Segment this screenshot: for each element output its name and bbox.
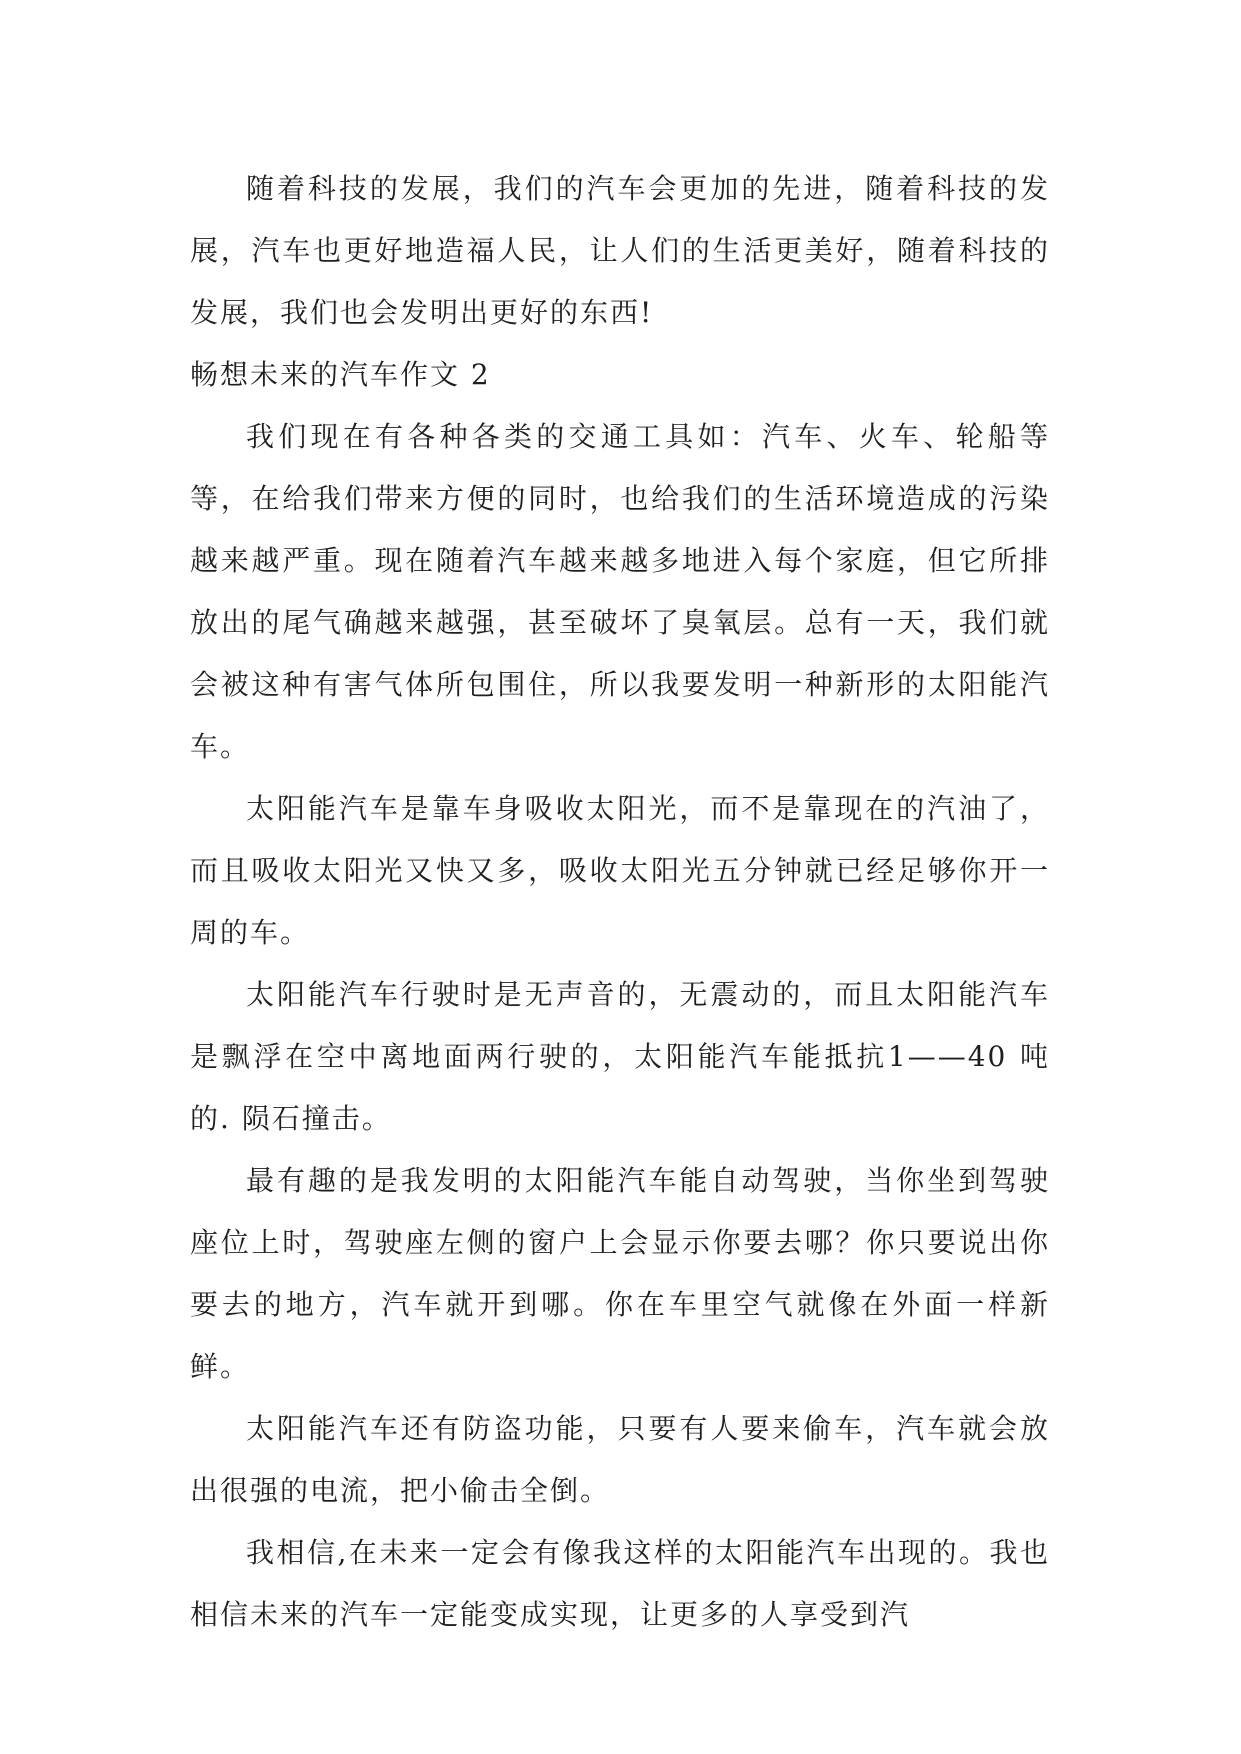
paragraph-5: 太阳能汽车还有防盗功能，只要有人要来偷车，汽车就会放出很强的电流，把小偷击全倒。 — [190, 1412, 1050, 1507]
document-body — [190, 158, 1050, 1646]
paragraph-2: 太阳能汽车是靠车身吸收太阳光，而不是靠现在的汽油了，而且吸收太阳光又快又多，吸收太阳光五分钟就已经足够你开一周的车。 — [190, 792, 1050, 949]
essay-heading: 畅想未来的汽车作文 2 — [190, 358, 491, 391]
paragraph-4: 最有趣的是我发明的太阳能汽车能自动驾驶，当你坐到驾驶座位上时，驾驶座左侧的窗户上会显示你要去哪？你只要说出你要去的地方，汽车就开到哪。你在车里空气就像在外面一样新鲜。 — [190, 1164, 1050, 1383]
paragraph-3: 太阳能汽车行驶时是无声音的，无震动的，而且太阳能汽车是飘浮在空中离地面两行驶的，太阳能汽车能抵抗1——40 吨的. 陨石撞击。 — [190, 978, 1050, 1135]
paragraph-1: 我们现在有各种各类的交通工具如：汽车、火车、轮船等等，在给我们带来方便的同时，也给我们的生活环境造成的污染越来越严重。现在随着汽车越来越多地进入每个家庭，但它所排放出的尾气确越来越强，甚至破坏了臭氧层。总有一天，我们就会被这种有害气体所包围住，所以我要发明一种新形的太阳能汽车。 — [190, 420, 1050, 763]
paragraph-6: 我相信,在未来一定会有像我这样的太阳能汽车出现的。我也相信未来的汽车一定能变成实现，让更多的人享受到汽 — [190, 1536, 1050, 1631]
paragraph-intro: 随着科技的发展，我们的汽车会更加的先进，随着科技的发展，汽车也更好地造福人民，让人们的生活更美好，随着科技的发展，我们也会发明出更好的东西! — [190, 172, 1050, 329]
